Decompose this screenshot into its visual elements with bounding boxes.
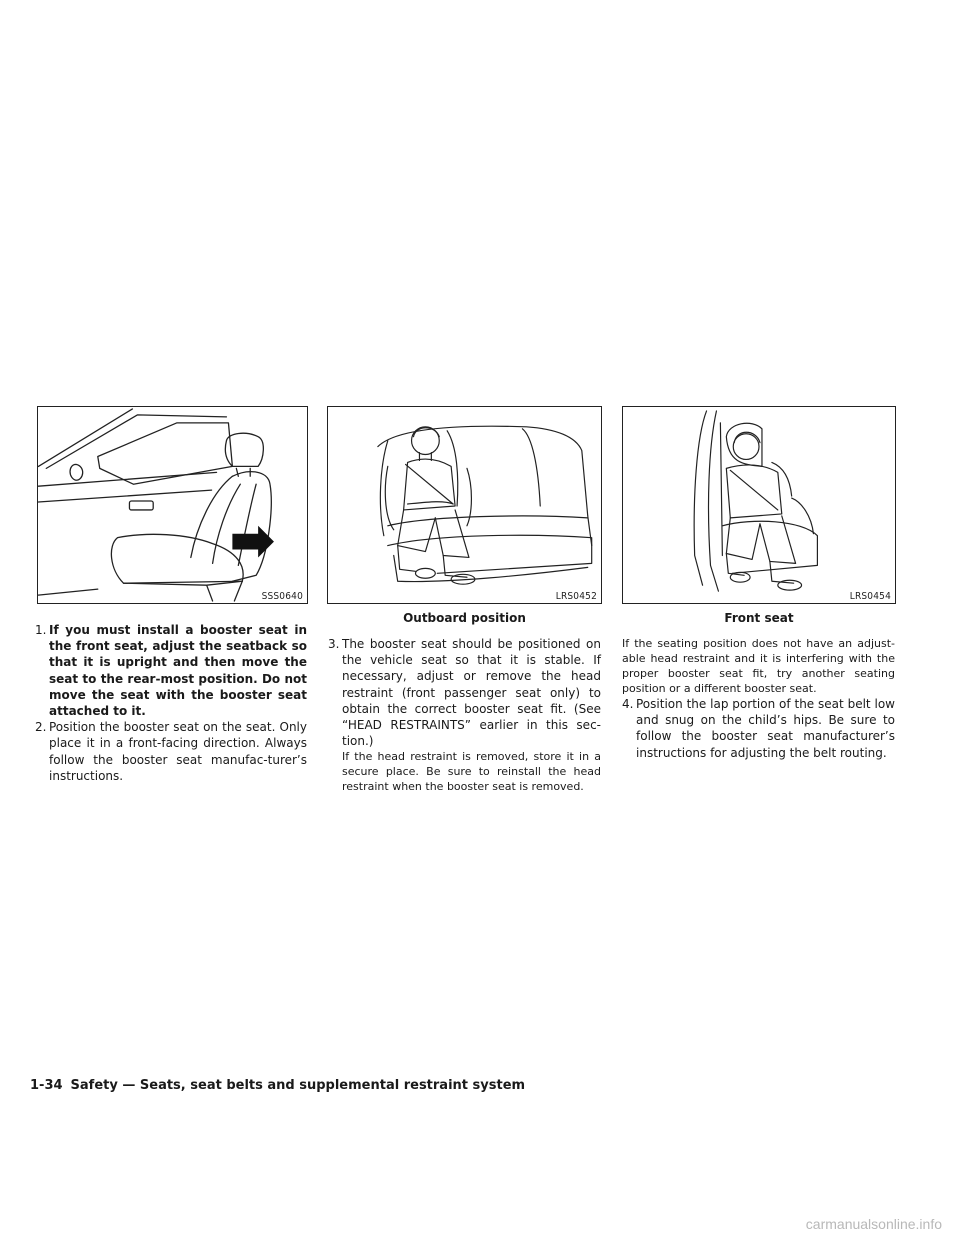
outboard-position-illustration bbox=[328, 407, 601, 603]
figure-caption-front-seat: Front seat bbox=[724, 611, 794, 625]
figure-code: SSS0640 bbox=[261, 591, 303, 602]
front-seat-illustration bbox=[623, 407, 895, 603]
figure-outboard-position bbox=[327, 406, 602, 604]
step-3 bbox=[328, 636, 601, 749]
step-number: 4. bbox=[622, 697, 634, 711]
step-number: 3. bbox=[328, 637, 340, 651]
step-text: Position the booster seat on the seat. Only place it in a front-facing direction. Always follow the booster seat manufac-turer’s instructions. bbox=[49, 720, 307, 783]
step-number: 2. bbox=[35, 720, 47, 735]
head-restraint-note: If the head restraint is removed, store it in a secure place. Be sure to reinstall the head restraint when the booster seat is removed. bbox=[342, 750, 601, 794]
text-column-1 bbox=[35, 622, 307, 784]
step-text: The booster seat should be positioned on the vehicle seat so that it is stable. If necessary, adjust or remove the head restraint (front passenger seat only) to obtain the correct booster seat fit. (See “HEAD RESTRAINTS” earlier in this sec-tion.) bbox=[342, 637, 601, 749]
step-1 bbox=[35, 622, 307, 719]
step-text: If you must install a booster seat in the front seat, adjust the seatback so that it is upright and then move the seat to the rear-most position. Do not move the seat with the booster seat attached to it. bbox=[49, 623, 307, 719]
text-column-2 bbox=[328, 636, 601, 794]
page-number: 1-34 bbox=[30, 1078, 63, 1093]
text-column-3 bbox=[622, 636, 895, 761]
figure-code: LRS0454 bbox=[849, 591, 891, 602]
step-text: Position the lap portion of the seat belt low and snug on the child’s hips. Be sure to follow the booster seat manufacturer’s instructions for adjusting the belt routing. bbox=[636, 697, 895, 760]
page-footer bbox=[30, 1078, 525, 1093]
watermark: carmanualsonline.info bbox=[805, 1216, 942, 1232]
seat-adjust-illustration bbox=[38, 407, 307, 603]
section-title: Safety — Seats, seat belts and supplemental restraint system bbox=[70, 1078, 526, 1093]
figure-front-seat bbox=[622, 406, 896, 604]
step-4 bbox=[622, 696, 895, 761]
figure-seat-adjust bbox=[37, 406, 308, 604]
seating-position-paragraph: If the seating position does not have an adjust-able head restraint and it is interfering with the proper booster seat fit, try another seating position or a different booster seat. bbox=[622, 637, 895, 695]
figure-code: LRS0452 bbox=[555, 591, 597, 602]
figure-caption-outboard: Outboard position bbox=[403, 611, 526, 625]
step-number: 1. bbox=[35, 623, 47, 637]
arrow-right-icon bbox=[232, 526, 274, 558]
step-2 bbox=[35, 719, 307, 784]
